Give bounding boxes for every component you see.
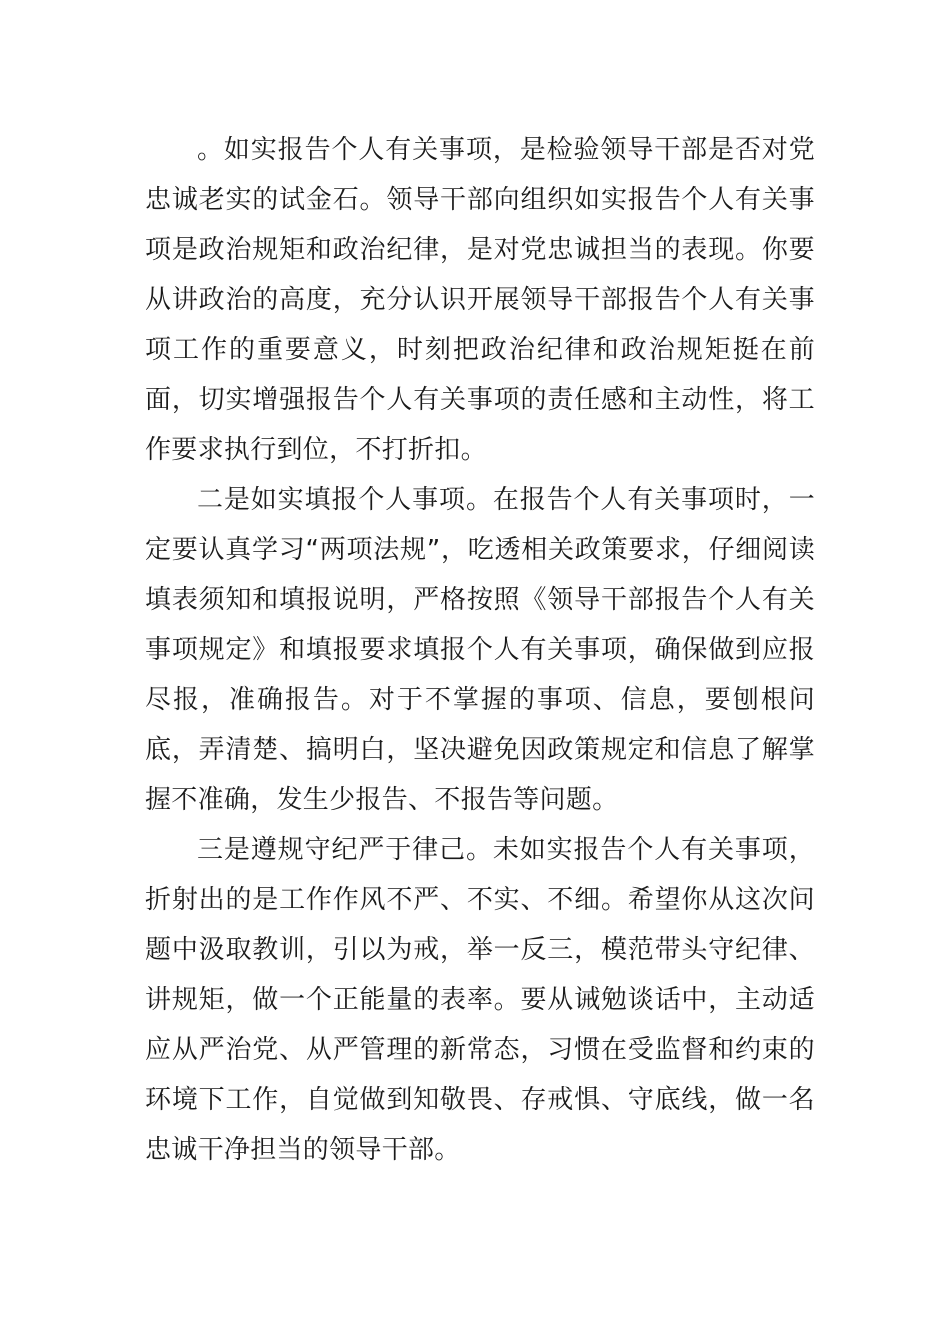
- document-body: [145, 125, 815, 1175]
- paragraph-2: 二是如实填报个人事项。在报告个人有关事项时，一定要认真学习“两项法规”，吃透相关政策要求，仔细阅读填表须知和填报说明，严格按照《领导干部报告个人有关事项规定》和填报要求填报个人有关事项，确保做到应报尽报，准确报告。对于不掌握的事项、信息，要刨根问底，弄清楚、搞明白，坚决避免因政策规定和信息了解掌握不准确，发生少报告、不报告等问题。: [145, 485, 815, 815]
- paragraph-3: 三是遵规守纪严于律己。未如实报告个人有关事项，折射出的是工作作风不严、不实、不细。希望你从这次问题中汲取教训，引以为戒，举一反三，模范带头守纪律、讲规矩，做一个正能量的表率。要从诫勉谈话中，主动适应从严治党、从严管理的新常态，习惯在受监督和约束的环境下工作，自觉做到知敬畏、存戒惧、守底线，做一名忠诚干净担当的领导干部。: [145, 835, 815, 1165]
- paragraph-1: 。如实报告个人有关事项，是检验领导干部是否对党忠诚老实的试金石。领导干部向组织如实报告个人有关事项是政治规矩和政治纪律，是对党忠诚担当的表现。你要从讲政治的高度，充分认识开展领导干部报告个人有关事项工作的重要意义，时刻把政治纪律和政治规矩挺在前面，切实增强报告个人有关事项的责任感和主动性，将工作要求执行到位，不打折扣。: [145, 135, 815, 465]
